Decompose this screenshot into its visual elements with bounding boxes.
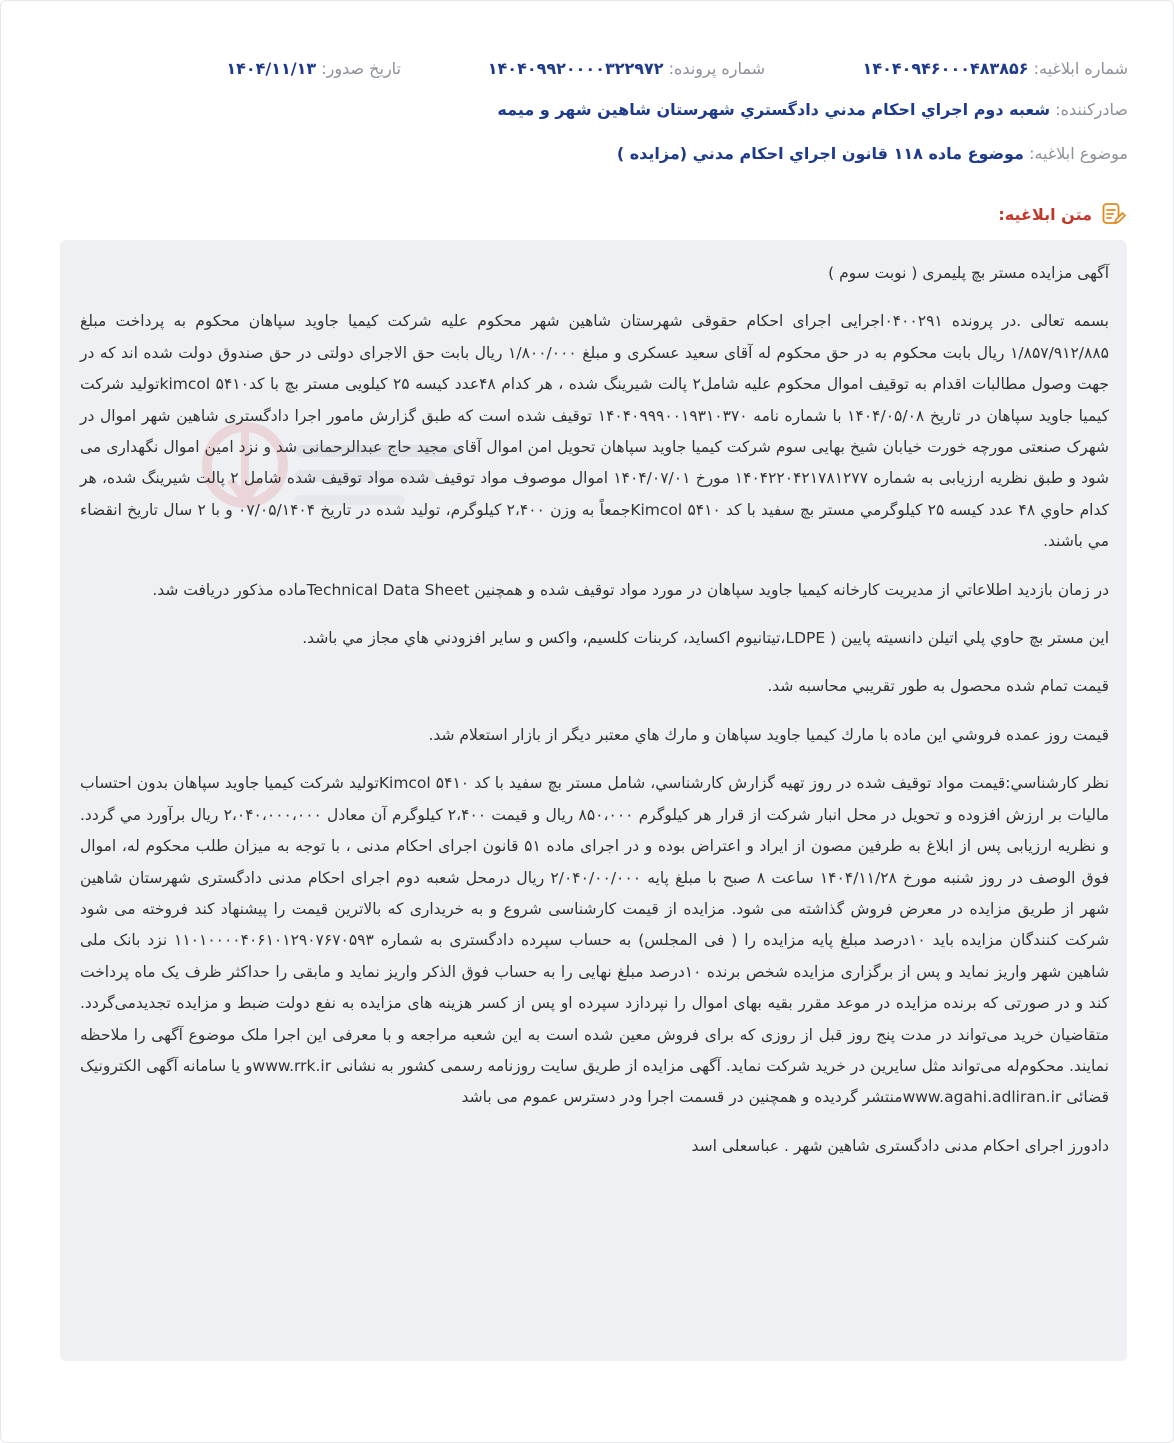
notice-number-label: شماره ابلاغیه: [1033, 59, 1128, 78]
subject-row [46, 141, 1128, 167]
issue-date [226, 56, 401, 82]
notice-paragraph: بسمه تعالی .در پرونده ۰۴۰۰۲۹۱اجرایی اجرای احکام حقوقی شهرستان شاهین شهر محکوم علیه شرکت کیمیا جاوید سپاهان محکوم به پرداخت مبلغ ۱/۸۵۷/۹۱۲/۸۸۵ ریال بابت محکوم به در حق محکوم له آقای سعید عسکری و مبلغ ۱/۸۰۰/۰۰۰ ریال بابت حق الاجرای دولتی در حق صندوق دولت شده اند که در جهت وصول مطالبات اقدام به توقیف اموال محکوم علیه شامل۲ پالت شیرینگ شده ، هر کدام ۴۸عدد کیسه ۲۵ کیلویی مستر بچ با کد۵۴۱۰ kimcolتولید شرکت کیمیا جاوید سپاهان در تاریخ ۱۴۰۴/۰۵/۰۸ با شماره نامه ۱۴۰۴۰۹۹۹۰۰۱۹۳۱۰۳۷۰ توقیف شده است که طبق گزارش مامور اجرا دادگستری شاهین شهر اموال در شهرک صنعتی مورچه خورت خیابان شیخ بهایی سوم شرکت کیمیا جاوید سپاهان تحویل امن اموال آقای مجید حاج عبدالرحمانی شد و نزد امین اموال نگهداری می شود و طبق نظریه ارزیابی به شماره ۱۴۰۴۲۲۰۴۲۱۷۸۱۲۷۷ مورخ ۱۴۰۴/۰۷/۰۱ اموال موصوف مواد توقيف شده مواد توقيف شده شامل ۲ پالت شيرينگ شده، هر كدام حاوي ۴۸ عدد كيسه ۲۵ كيلوگرمي مستر بچ سفيد با كد Kimcol ۵۴۱۰جمعاً به وزن ۲،۴۰۰ كيلوگرم، توليد شده در تاريخ ۰۷/۰۵/۱۴۰۴ و با ۲ سال تاريخ انقضاء مي باشند. [80, 312, 1110, 551]
case-number [488, 56, 765, 82]
meta-row-numbers [46, 56, 1128, 82]
document-edit-icon [1100, 201, 1126, 227]
issue-date-value: ۱۴۰۴/۱۱/۱۳ [226, 59, 317, 78]
notice-number [863, 56, 1128, 82]
issuer-label: صادرکننده: [1055, 100, 1128, 119]
case-number-label: شماره پرونده: [668, 59, 765, 78]
notice-paragraph: اين مستر بچ حاوي پلي اتيلن دانسيته پايين ( LDPE،تيتانيوم اكسايد، كربنات كلسيم، واكس و ساير افزودني هاي مجاز مي باشد. [302, 629, 1109, 648]
issuer-value: شعبه دوم اجراي احكام مدني دادگستري شهرستان شاهين شهر و ميمه [497, 100, 1051, 119]
notice-paragraph: نظر كارشناسي:قيمت مواد توقيف شده در روز تهيه گزارش كارشناسي، شامل مستر بچ سفيد با كد Kimcol ۵۴۱۰توليد شركت كيميا جاويد سپاهان بدون احتساب ماليات بر ارزش افزوده و تحويل در محل انبار شركت از قرار هر كيلوگرم ۸۵۰،۰۰۰ ريال و قيمت ۲،۴۰۰ كيلوگرم آن معادل ۲،۰۴۰،۰۰۰،۰۰۰ ريال برآورد مي گردد. و نظریه ارزیابی پس از ابلاغ به طرفین مصون از ایراد و اعتراض بوده و در اجرای ماده ۵۱ قانون اجرای احکام مدنی ، با توجه به میزان طلب محکوم له، اموال فوق الوصف در روز شنبه مورخ ۱۴۰۴/۱۱/۲۸ ساعت ۸ صبح با مبلغ پایه ۲/۰۴۰/۰۰/۰۰۰ ریال درمحل شعبه دوم اجرای احکام مدنی دادگستری شهرستان شاهین شهر از طریق مزایده در معرض فروش گذاشته می شود. مزایده از قیمت کارشناسی شروع و به خریداری که بالاترین قیمت را پیشنهاد کند فروخته می شود شرکت کنندگان مزایده باید ۱۰درصد مبلغ پایه مزایده را ( فی المجلس) به حساب سپرده دادگستری به شماره ۱۱۰۱۰۰۰۰۴۰۶۱۰۱۲۹۰۷۶۷۰۵۹۳ نزد بانک ملی شاهین شهر واریز نماید و پس از برگزاری مزایده شخص برنده ۱۰درصد مبلغ نهایی را به حساب فوق الذکر واریز نماید و مابقی را حداکثر ظرف یک ماه پرداخت کند و در صورتی که برنده مزایده در موعد مقرر بقیه بهای اموال را نپردازد سپرده او پس از کسر هزینه های مزایده به نفع دولت ضبط و مزایده تجدیدمی‌گردد. متقاضیان خرید می‌تواند در مدت پنج روز قبل از روزی که برای فروش معین شده است به این شعبه مراجعه و با معرفی این اجرا ملک موضوع آگهی را ملاحظه نمایند. محکوم‌له می‌تواند مثل سایرین در خرید شرکت نماید. آگهی مزایده از طریق سایت روزنامه رسمی کشور به نشانی www.rrk.irو یا سامانه آگهی الکترونیک قضائی www.agahi.adliran.irمنتشر گردیده و همچنین در قسمت اجرا ودر دسترس عموم می باشد [80, 774, 1110, 1107]
notice-text-header [998, 200, 1126, 228]
notice-number-value: ۱۴۰۴۰۹۴۶۰۰۰۴۸۳۸۵۶ [862, 59, 1029, 78]
notice-signature: دادورز اجرای احکام مدنی دادگستری شاهین شهر . عباسعلی اسد [691, 1136, 1109, 1155]
notice-heading: آگهی مزایده مستر بچ پلیمری ( نوبت سوم ) [828, 264, 1109, 282]
notice-paragraph: در زمان بازديد اطلاعاتي از مديريت كارخانه كيميا جاويد سپاهان در مورد مواد توقيف شده و همچنين Technical Data Sheetماده مذكور دريافت شد. [152, 580, 1109, 599]
notice-text-title: متن ابلاغیه: [998, 204, 1092, 224]
notice-paragraph: قيمت تمام شده محصول به طور تقريبي محاسبه شد. [767, 677, 1109, 696]
case-number-value: ۱۴۰۴۰۹۹۲۰۰۰۰۳۲۲۹۷۲ [487, 59, 664, 78]
notice-paragraph: قيمت روز عمده فروشي اين ماده با مارك كيميا جاويد سپاهان و مارك هاي معتبر ديگر از بازار استعلام شد. [428, 725, 1109, 744]
issue-date-label: تاریخ صدور: [321, 59, 401, 78]
subject-value: موضوع ماده ۱۱۸ قانون اجراي احكام مدني (مزايده ) [616, 144, 1024, 163]
issuer-row [46, 97, 1128, 123]
notice-body [60, 240, 1127, 1361]
subject-label: موضوع ابلاغیه: [1029, 144, 1128, 163]
